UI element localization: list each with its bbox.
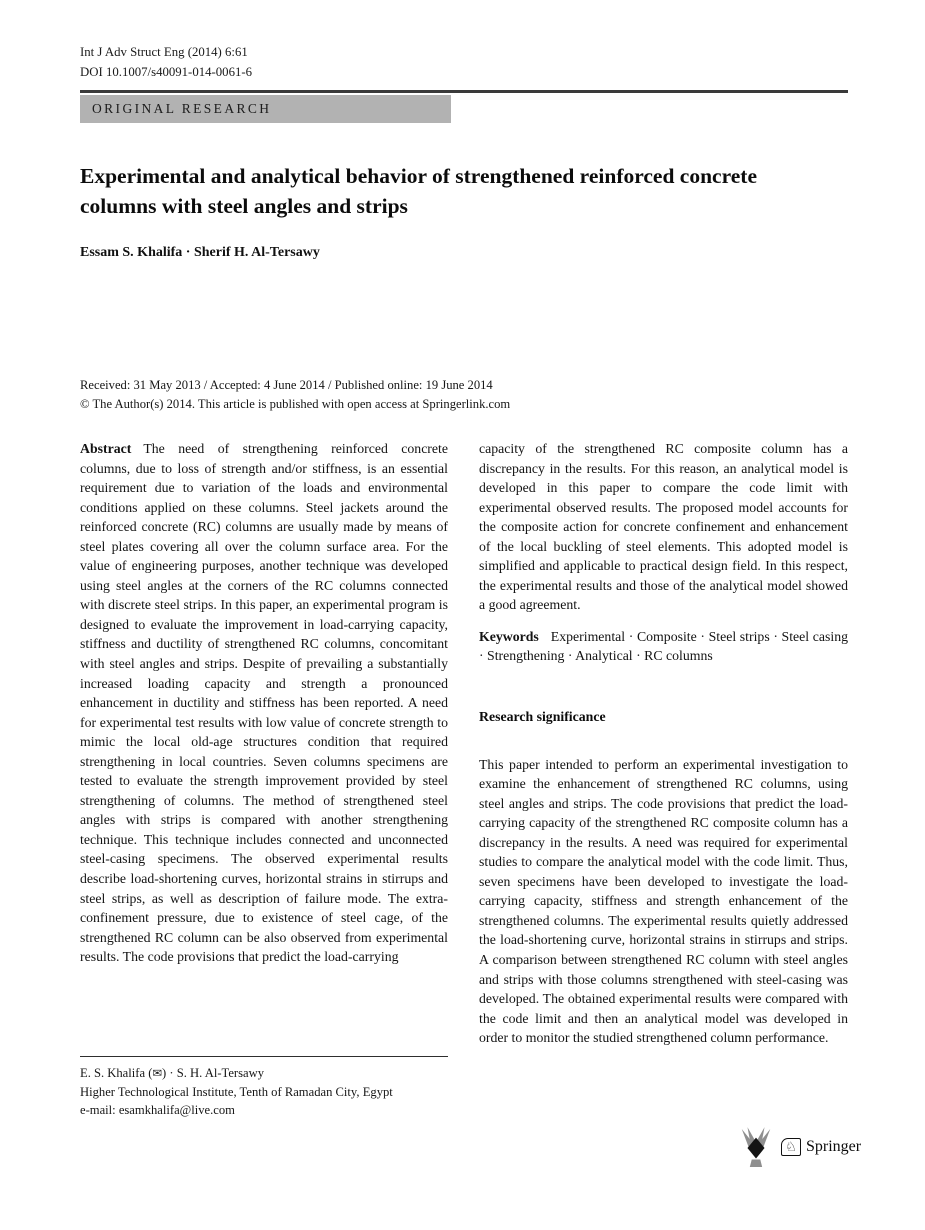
copyright-line: © The Author(s) 2014. This article is published with open access at Springerlink.com [80,396,511,411]
header-rule [80,90,848,93]
abstract-text: The need of strengthening reinforced concrete columns, due to loss of strength and/or stiffness, is an essential requirement due to variation of the loads and environmental conditions applied on these columns. Steel jackets around the reinforced concrete (RC) columns are usually made by means of steel plates covering all over the column surface area. For the value of engineering purposes, another technique was developed using steel angles at the corners of the RC columns connected with discrete steel strips. In this paper, an experimental program is designed to evaluate the improvement in load-carrying capacity, stiffness and ductility of strengthened RC columns, concomitant with steel angles and strips. Despite of prevailing a substantially increased loading capacity and strength a pronounced enhancement in ductility and stiffness has been reported. A need for experimental test results with low value of concrete strength to mimic the local old-age structures condition that required strengthening in local countries. Seven columns specimens are tested to evaluate the strength improvement provided by steel strengthening of columns. The method of strengthened steel angles with strips is compared with another strengthening technique. This technique includes connected and unconnected steel-casing specimens. The observed experimental results describe load-shortening curves, horizontal strains in stirrups and steel strips, as well as description of failure mode. The extra-confinement pressure, due to existence of steel cage, of the strengthened RC column can be also observed from experimental results. The code provisions that predict the load-carrying [80,441,448,965]
keywords-label: Keywords [479,628,539,644]
doi-line: DOI 10.1007/s40091-014-0061-6 [80,65,253,79]
author-line: Essam S. Khalifa · Sherif H. Al-Tersawy [80,245,320,260]
abstract-label: Abstract [80,441,132,456]
springer-wordmark: Springer [806,1138,862,1155]
footnote-author-pre: E. S. Khalifa ( [80,1066,153,1080]
publication-dates-block [80,376,510,413]
right-column [479,439,848,1048]
springer-logo [781,1138,861,1156]
article-title: Experimental and analytical behavior of strengthened reinforced concrete columns with steel angles and strips [80,164,757,218]
keywords-text: Experimental · Composite · Steel strips · Steel casing · Strengthening · Analytical · RC columns [479,628,848,664]
correspondence-footnote [80,1056,448,1120]
footnote-author-post: ) · S. H. Al-Tersawy [162,1066,264,1080]
section-heading-research-significance: Research significance [479,709,606,725]
keywords-paragraph [479,627,848,666]
journal-reference: Int J Adv Struct Eng (2014) 6:61 [80,45,248,59]
publisher-logos [735,1126,865,1174]
institute-emblem-icon [737,1126,775,1172]
research-significance-body: This paper intended to perform an experimental investigation to examine the enhancement of strengthened RC columns, using steel angles and strips. The code provisions that predict the load-carrying capacity of the strengthened RC composite column has a discrepancy in the results. A need was required for experimental studies to compare the analytical model with the code limit. Thus, seven specimens have been developed to investigate the load-carrying capacity, stiffness and strength enhancement of the strengthened columns. The experimental results quietly addressed the load-shortening curve, horizontal strains in stirrups and strips. A comparison between strengthened RC column with steel angles and strips with those columns strengthened with steel-casing was developed. The obtained experimental results were compared with the code limit and then an analytical model was developed in order to monitor the studied strengthened column performance. [479,756,848,1046]
footnote-email: e-mail: esamkhalifa@live.com [80,1103,235,1118]
envelope-icon: ✉ [152,1066,163,1080]
footnote-affiliation: Higher Technological Institute, Tenth of Ramadan City, Egypt [80,1084,393,1099]
abstract-continuation: capacity of the strengthened RC composite column has a discrepancy in the results. For this reason, an analytical model is developed in this paper to compare the code limit with experimental observed results. The proposed model accounts for the composite action for concrete confinement and enhancement of the local buckling of steel elements. This adopted model is simplified and applicable to practical design field. In this respect, the experimental results and those of the analytical model showed a good agreement. [479,441,848,613]
footnote-author-line [80,1064,448,1083]
received-accepted-published-line: Received: 31 May 2013 / Accepted: 4 June 2014 / Published online: 19 June 2014 [80,378,493,392]
left-column [80,439,448,967]
springer-horse-icon: ♘ [781,1138,801,1156]
abstract-paragraph [80,439,448,967]
article-type-banner: ORIGINAL RESEARCH [80,95,451,123]
